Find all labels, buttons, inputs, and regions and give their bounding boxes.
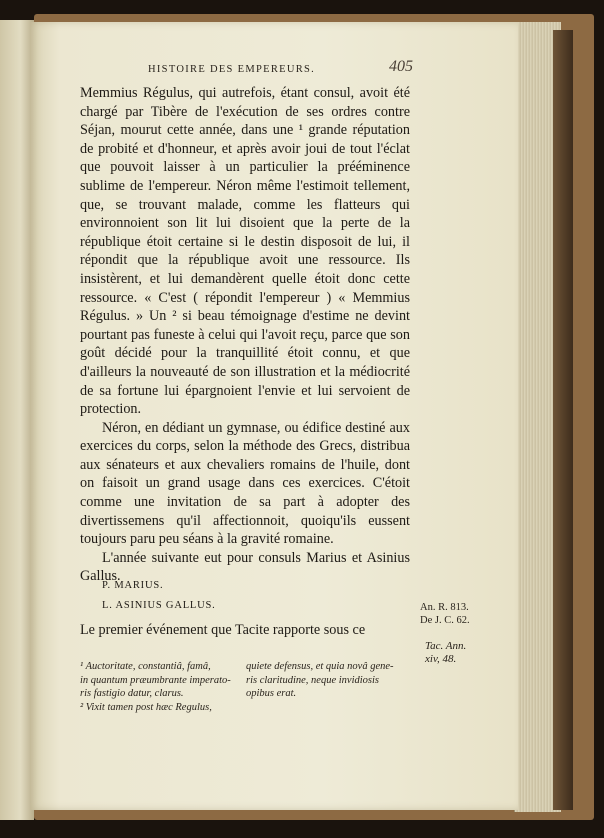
margin-reference-line: Tac. Ann. xyxy=(425,640,467,652)
footnote-line: ¹ Auctoritate, constantiâ, famâ, xyxy=(80,661,211,672)
main-text xyxy=(80,84,410,586)
footnote-line: quiete defensus, et quia novâ gene- xyxy=(246,661,394,672)
last-line: Le premier événement que Tacite rapporte sous ce xyxy=(80,622,366,638)
footnote-line: ris fastigio datur, clarus. xyxy=(80,688,184,699)
margin-year: An. R. 813. xyxy=(420,602,469,613)
margin-reference-line: xiv, 48. xyxy=(425,653,457,665)
footnotes-left xyxy=(80,660,240,714)
footnote-line: ² Vixit tamen post hæc Regulus, xyxy=(80,701,212,713)
footnote-line: in quantum præumbrante imperato- xyxy=(80,674,231,686)
paragraph: Néron, en dédiant un gymnase, ou édifice destiné aux exercices du corps, selon la méthode des Grecs, distribua aux sénateurs et aux chevaliers romains de l'huile, dont on faisoit un grand usage dans ces exercices. C'étoit comme une invitation de sa part à adopter des divertissemens qu'il affectionnoit, quoiqu'ils eussent toujours paru peu séans à la gravité romaine. xyxy=(80,419,410,548)
consul-name: L. ASINIUS GALLUS. xyxy=(102,600,216,611)
cover-edge xyxy=(553,30,573,810)
margin-year: De J. C. 62. xyxy=(420,615,470,626)
consul-name: P. MARIUS. xyxy=(102,580,164,591)
margin-reference xyxy=(425,640,466,666)
footnote-line: ris claritudine, neque invidiosis xyxy=(246,674,379,686)
footnote-line: opibus erat. xyxy=(246,688,297,699)
footnotes-right xyxy=(246,660,406,701)
facing-page-edge xyxy=(0,20,34,820)
paragraph: L'année suivante eut pour consuls Marius et Asinius Gallus. xyxy=(80,549,410,585)
running-head: HISTOIRE DES EMPEREURS. xyxy=(148,64,316,75)
page-number: 405 xyxy=(389,58,413,75)
paragraph: Memmius Régulus, qui autrefois, étant consul, avoit été chargé par Tibère de l'exécution de ses ordres contre Séjan, mourut cette année, dans une ¹ grande réputation de probité et d'honneur, et après avoir joui de tout l'éclat que pouvoit laisser à un particulier la prééminence sublime de l'empereur. Néron même l'estimoit tellement, que, se trouvant malade, comme les flatteurs qui environnoient son lit lui disoient que la perte de la république étoit certaine si le destin disposoit de lui, il répondit que la république avoit une ressource. Ils insistèrent, et lui demandèrent quelle étoit donc cette ressource. « C'est ( répondit l'empereur ) « Memmius Régulus. » Un ² si beau témoignage d'estime ne devint pourtant pas funeste à celui qui l'avoit reçu, parce que son goût décidé pour la tranquillité étoit connu, et que d'ailleurs la nouveauté de son illustration et la médiocrité de sa fortune lui épargnoient l'envie et lui servoient de protection. xyxy=(80,85,410,418)
